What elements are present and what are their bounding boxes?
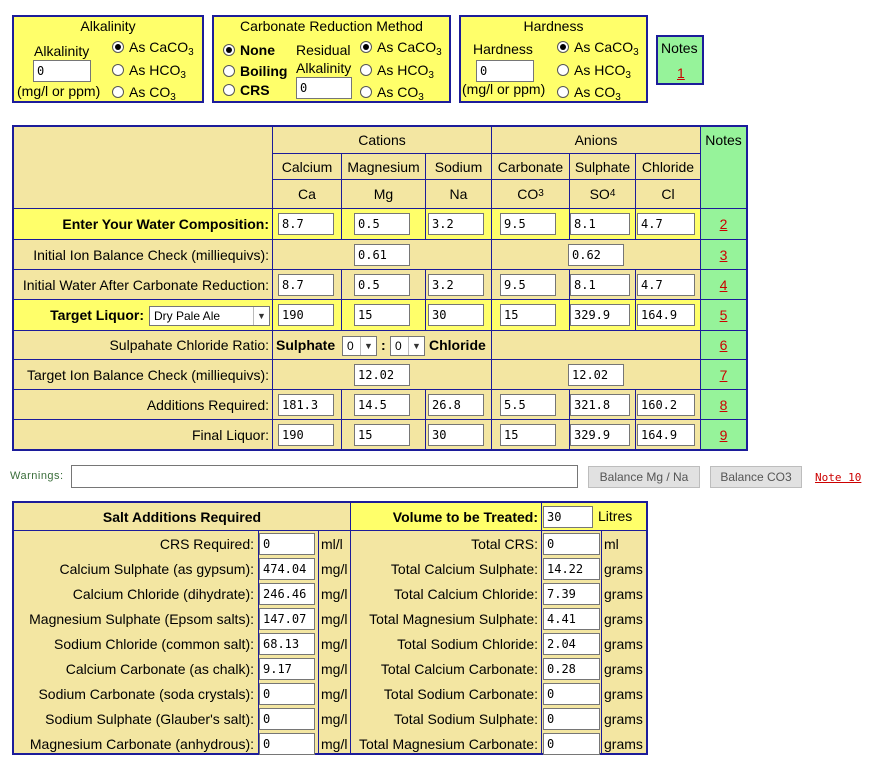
alkalinity-opt-hco3[interactable]: As $HCO_3$ — [112, 62, 186, 78]
ion-name-header: Sodium — [434, 158, 483, 175]
residual-opt-hco3[interactable]: As $HCO_3$ — [360, 62, 434, 78]
salt-name: Magnesium Carbonate (anhydrous): — [29, 735, 254, 752]
salt-name: Magnesium Sulphate (Epsom salts): — [29, 610, 254, 627]
salt-total-field[interactable]: 14.22 — [543, 558, 600, 580]
salt-total-field[interactable]: 4.41 — [543, 608, 600, 630]
ion-name-header: Carbonate — [497, 158, 564, 175]
ion-row-label: Target Liquor: — [50, 307, 144, 323]
ion-value-input[interactable]: 0.5 — [354, 274, 410, 296]
note-link[interactable]: 7 — [719, 366, 728, 383]
hardness-label: Hardness — [473, 41, 533, 57]
radio-icon[interactable] — [360, 64, 372, 76]
radio-icon[interactable] — [557, 64, 569, 76]
salt-rate-unit: mg/l — [321, 635, 348, 652]
salt-rate-unit: mg/l — [321, 685, 348, 702]
salt-additions-header: Salt Additions Required — [102, 508, 262, 525]
ion-row-note — [701, 240, 746, 269]
salt-total-field[interactable]: 0 — [543, 533, 600, 555]
salt-total-label: Total Sodium Sulphate: — [394, 710, 538, 727]
hardness-opt-co3[interactable]: As $CO_3$ — [557, 84, 621, 100]
salt-rate-input[interactable]: 0 — [259, 733, 315, 755]
ion-row-label: Target Ion Balance Check (milliequivs): — [27, 366, 269, 383]
ion-value-input[interactable]: 3.2 — [428, 274, 484, 296]
radio-icon[interactable] — [360, 86, 372, 98]
salt-total-unit: grams — [604, 685, 643, 702]
note-link[interactable]: 9 — [719, 426, 728, 443]
chloride-ratio-select[interactable]: 0 ▼ — [390, 336, 425, 356]
hardness-opt-caco3[interactable]: As CaCO$_3$ — [557, 39, 639, 55]
alkalinity-units: (mg/l or ppm) — [17, 83, 101, 99]
carbonate-reduction-title: Carbonate Reduction Method — [240, 18, 423, 34]
salt-total-unit: grams — [604, 735, 643, 752]
ion-symbol-header: SO 4 — [589, 186, 616, 202]
note-link[interactable]: 4 — [719, 276, 728, 293]
sulphate-ratio-select[interactable]: 0 ▼ — [342, 336, 377, 356]
ion-value-input[interactable]: 26.8 — [428, 394, 484, 416]
salt-total-label: Total CRS: — [471, 535, 538, 552]
note-10-link[interactable]: Note 10 — [815, 471, 862, 484]
radio-selected-icon[interactable] — [557, 41, 569, 53]
alkalinity-label: Alkalinity — [34, 43, 90, 59]
ratio-colon: : — [381, 337, 386, 353]
ion-row-label: Initial Ion Balance Check (milliequivs): — [33, 246, 269, 263]
ion-table — [12, 125, 748, 451]
ion-value-input[interactable]: 9.5 — [500, 274, 556, 296]
hardness-panel — [459, 15, 648, 103]
salt-total-label: Total Magnesium Carbonate: — [359, 735, 538, 752]
method-boiling[interactable]: Boiling — [223, 63, 287, 79]
salt-name: Calcium Sulphate (as gypsum): — [59, 560, 254, 577]
salt-total-field[interactable]: 0 — [543, 708, 600, 730]
ion-row-note — [701, 300, 746, 330]
salt-total-field[interactable]: 2.04 — [543, 633, 600, 655]
cation-balance-field[interactable]: 0.61 — [354, 244, 410, 266]
ion-value-input[interactable]: 3.2 — [428, 213, 484, 235]
ion-value-input[interactable]: 164.9 — [637, 304, 695, 326]
notes-panel — [656, 35, 704, 85]
ion-value-input[interactable]: 15 — [500, 424, 556, 446]
warnings-label: Warnings: — [10, 470, 64, 482]
warnings-field[interactable] — [71, 465, 578, 488]
radio-selected-icon[interactable] — [112, 41, 124, 53]
ion-row-label: Final Liquor: — [191, 426, 269, 443]
salt-total-unit: grams — [604, 635, 643, 652]
residual-opt-co3[interactable]: As $CO_3$ — [360, 84, 424, 100]
note-link[interactable]: 6 — [719, 337, 728, 353]
salt-rate-unit: mg/l — [321, 585, 348, 602]
salt-rate-input[interactable]: 147.07 — [259, 608, 315, 630]
salt-total-label: Total Sodium Carbonate: — [383, 685, 538, 702]
ion-value-input[interactable]: 8.1 — [570, 274, 630, 296]
volume-input[interactable]: 30 — [543, 506, 593, 528]
salt-total-field[interactable]: 0 — [543, 683, 600, 705]
note-link[interactable]: 2 — [719, 216, 728, 232]
salt-rate-unit: ml/l — [321, 535, 343, 552]
ion-row-note — [701, 420, 746, 449]
anion-balance-field[interactable]: 12.02 — [568, 364, 624, 386]
salt-name: CRS Required: — [159, 535, 254, 552]
salt-rate-input[interactable]: 0 — [259, 683, 315, 705]
residual-opt-caco3[interactable]: As CaCO$_3$ — [360, 39, 442, 55]
target-liquor-select[interactable]: Dry Pale Ale ▼ — [149, 306, 270, 326]
ion-value-input[interactable]: 9.5 — [500, 213, 556, 235]
salt-name: Sodium Sulphate (Glauber's salt): — [45, 710, 254, 727]
ion-value-input[interactable]: 321.8 — [570, 394, 630, 416]
salt-rate-input[interactable]: 0 — [259, 533, 315, 555]
ion-value-input[interactable]: 14.5 — [354, 394, 410, 416]
salt-rate-unit: mg/l — [321, 660, 348, 677]
salt-total-field[interactable]: 0.28 — [543, 658, 600, 680]
volume-unit: Litres — [598, 508, 633, 524]
ion-name-header: Chloride — [641, 158, 695, 175]
radio-icon[interactable] — [112, 86, 124, 98]
ion-value-input[interactable]: 0.5 — [354, 213, 410, 235]
ion-symbol-header: Cl — [661, 186, 675, 202]
ion-value-input[interactable]: 160.2 — [637, 394, 695, 416]
method-crs[interactable]: CRS — [223, 82, 270, 98]
ion-value-input[interactable]: 15 — [354, 424, 410, 446]
salt-total-unit: grams — [604, 585, 643, 602]
volume-label: Volume to be Treated: — [392, 508, 538, 525]
note-link-1[interactable]: 1 — [677, 65, 685, 81]
anion-balance-field[interactable]: 0.62 — [568, 244, 624, 266]
ion-symbol-header: Ca — [298, 186, 316, 202]
ion-value-input[interactable]: 4.7 — [637, 213, 695, 235]
hardness-input[interactable]: 0 — [476, 60, 534, 82]
ion-row-label: Initial Water After Carbonate Reduction: — [22, 276, 269, 293]
chloride-label: Chloride — [429, 337, 486, 353]
salt-total-unit: ml — [604, 535, 619, 552]
ion-row-note — [701, 209, 746, 239]
ion-value-input[interactable]: 329.9 — [570, 424, 630, 446]
salt-total-label: Total Magnesium Sulphate: — [369, 610, 538, 627]
alkalinity-opt-caco3[interactable]: As CaCO$_3$ — [112, 39, 194, 55]
residual-alkalinity-input[interactable]: 0 — [296, 77, 352, 99]
ion-row-note — [701, 390, 746, 419]
ion-value-input[interactable]: 8.7 — [278, 213, 334, 235]
note-link[interactable]: 8 — [719, 396, 728, 413]
salt-total-unit: grams — [604, 610, 643, 627]
salt-additions-table — [12, 501, 648, 755]
notes-header: Notes — [705, 132, 742, 148]
radio-icon[interactable] — [557, 86, 569, 98]
salt-total-label: Total Sodium Chloride: — [397, 635, 538, 652]
chevron-down-icon: ▼ — [408, 337, 424, 355]
salt-rate-unit: mg/l — [321, 560, 348, 577]
salt-total-field[interactable]: 0 — [543, 733, 600, 755]
salt-total-unit: grams — [604, 660, 643, 677]
ion-value-input[interactable]: 15 — [354, 304, 410, 326]
salt-total-label: Total Calcium Chloride: — [394, 585, 538, 602]
ion-symbol-header: Mg — [373, 186, 394, 202]
chevron-down-icon: ▼ — [253, 307, 269, 325]
ion-name-header: Calcium — [281, 158, 333, 175]
salt-rate-input[interactable]: 68.13 — [259, 633, 315, 655]
salt-rate-unit: mg/l — [321, 710, 348, 727]
residual-label: Residual — [296, 42, 351, 58]
salt-name: Sodium Chloride (common salt): — [54, 635, 254, 652]
salt-name: Calcium Chloride (dihydrate): — [72, 585, 254, 602]
ion-row-note — [701, 331, 746, 359]
ion-value-input[interactable]: 190 — [278, 304, 334, 326]
ion-value-input[interactable]: 8.1 — [570, 213, 630, 235]
ion-value-input[interactable]: 30 — [428, 424, 484, 446]
radio-icon[interactable] — [112, 64, 124, 76]
ion-name-header: Magnesium — [347, 158, 420, 175]
salt-total-unit: grams — [604, 560, 643, 577]
hardness-units: (mg/l or ppm) — [462, 81, 546, 97]
note-link[interactable]: 3 — [719, 246, 728, 263]
balance-mg-na-button[interactable]: Balance Mg / Na — [588, 466, 700, 488]
sulphate-label: Sulphate — [276, 337, 336, 353]
ion-value-input[interactable]: 329.9 — [570, 304, 630, 326]
salt-rate-unit: mg/l — [321, 610, 348, 627]
ion-value-input[interactable]: 4.7 — [637, 274, 695, 296]
ion-value-input[interactable]: 8.7 — [278, 274, 334, 296]
radio-icon[interactable] — [223, 84, 235, 96]
chevron-down-icon: ▼ — [360, 337, 376, 355]
alkalinity-panel — [12, 15, 204, 103]
ion-name-header: Sulphate — [574, 158, 631, 175]
hardness-title: Hardness — [523, 18, 584, 34]
ion-value-input[interactable]: 190 — [278, 424, 334, 446]
ion-value-input[interactable]: 5.5 — [500, 394, 556, 416]
note-link[interactable]: 5 — [719, 307, 728, 323]
ion-value-input[interactable]: 30 — [428, 304, 484, 326]
salt-rate-input[interactable]: 9.17 — [259, 658, 315, 680]
ion-row-label: Additions Required: — [146, 396, 269, 413]
salt-rate-input[interactable]: 246.46 — [259, 583, 315, 605]
hardness-opt-hco3[interactable]: As $HCO_3$ — [557, 62, 631, 78]
ion-symbol-header: Na — [449, 186, 468, 202]
alkalinity-input[interactable]: 0 — [33, 60, 91, 82]
ion-row-label: Enter Your Water Composition: — [62, 216, 269, 232]
cations-header: Cations — [358, 132, 406, 148]
ion-row-note — [701, 270, 746, 299]
ion-row-note — [701, 360, 746, 389]
radio-selected-icon[interactable] — [223, 44, 235, 56]
balance-co3-button[interactable]: Balance CO3 — [710, 466, 802, 488]
ion-value-input[interactable]: 181.3 — [278, 394, 334, 416]
cation-balance-field[interactable]: 12.02 — [354, 364, 410, 386]
notes-label: Notes — [661, 40, 698, 56]
salt-total-unit: grams — [604, 710, 643, 727]
salt-total-label: Total Calcium Sulphate: — [390, 560, 538, 577]
salt-total-field[interactable]: 7.39 — [543, 583, 600, 605]
salt-rate-input[interactable]: 474.04 — [259, 558, 315, 580]
anions-header: Anions — [574, 132, 618, 148]
salt-rate-unit: mg/l — [321, 735, 348, 752]
salt-name: Calcium Carbonate (as chalk): — [65, 660, 254, 677]
radio-selected-icon[interactable] — [360, 41, 372, 53]
ion-value-input[interactable]: 164.9 — [637, 424, 695, 446]
ion-row-label: Sulpahate Chloride Ratio: — [109, 337, 269, 353]
carbonate-reduction-panel — [212, 15, 451, 103]
radio-icon[interactable] — [223, 65, 235, 77]
ion-value-input[interactable]: 15 — [500, 304, 556, 326]
salt-rate-input[interactable]: 0 — [259, 708, 315, 730]
method-none[interactable]: None — [223, 42, 275, 58]
salt-name: Sodium Carbonate (soda crystals): — [38, 685, 254, 702]
residual-alkalinity-label: Alkalinity — [296, 60, 352, 76]
alkalinity-title: Alkalinity — [80, 18, 136, 34]
ion-symbol-header: CO 3 — [517, 186, 544, 202]
salt-total-label: Total Calcium Carbonate: — [380, 660, 538, 677]
alkalinity-opt-co3[interactable]: As $CO_3$ — [112, 84, 176, 100]
